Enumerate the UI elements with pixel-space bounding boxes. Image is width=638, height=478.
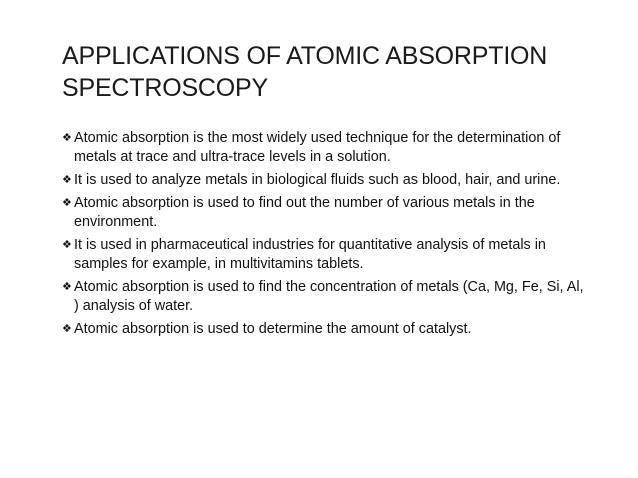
bullet-text: It is used to analyze metals in biological fluids such as blood, hair, and urine. bbox=[74, 172, 561, 188]
bullet-text: Atomic absorption is used to determine the amount of catalyst. bbox=[74, 321, 472, 337]
bullet-item bbox=[62, 320, 592, 339]
bullet-text: Atomic absorption is the most widely used technique for the determination of metals at trace and ultra-trace levels in a solution. bbox=[74, 130, 561, 165]
bullet-item bbox=[62, 129, 592, 167]
bullet-text: It is used in pharmaceutical industries for quantitative analysis of metals in samples for example, in multivitamins tablets. bbox=[74, 237, 546, 272]
diamond-bullet-icon: ❖ bbox=[62, 174, 72, 186]
bullet-item bbox=[62, 171, 592, 190]
slide-title: APPLICATIONS OF ATOMIC ABSORPTION SPECTROSCOPY bbox=[62, 42, 548, 102]
bullet-item bbox=[62, 278, 592, 316]
bullet-item bbox=[62, 236, 592, 274]
bullet-item bbox=[62, 194, 592, 232]
bullet-text: Atomic absorption is used to find the concentration of metals (Ca, Mg, Fe, Si, Al, ) analysis of water. bbox=[74, 279, 584, 314]
diamond-bullet-icon: ❖ bbox=[62, 323, 72, 335]
bullet-text: Atomic absorption is used to find out the number of various metals in the environment. bbox=[74, 195, 535, 230]
diamond-bullet-icon: ❖ bbox=[62, 281, 72, 293]
diamond-bullet-icon: ❖ bbox=[62, 197, 72, 209]
diamond-bullet-icon: ❖ bbox=[62, 132, 72, 144]
bullet-list bbox=[62, 129, 592, 343]
diamond-bullet-icon: ❖ bbox=[62, 239, 72, 251]
